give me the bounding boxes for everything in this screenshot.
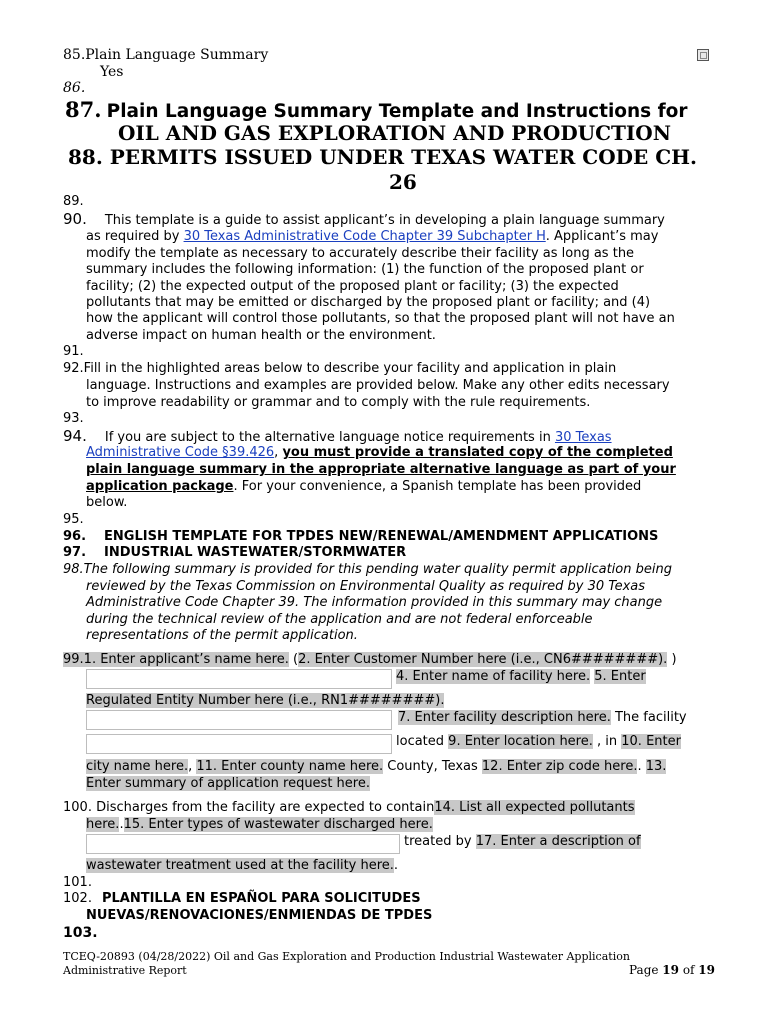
para-92-line-3: to improve readability or grammar and to comply with the rule requirements. <box>86 395 591 410</box>
para-94-line-1: 94. If you are subject to the alternative language notice requirements in 30 Texas <box>63 427 612 445</box>
title-line-87: 87. Plain Language Summary Template and Instructions for <box>65 97 688 122</box>
title-26: 26 <box>389 170 417 194</box>
para-100-line-1: 100. Discharges from the facility are expected to contain14. List all expected pollutants <box>63 800 635 815</box>
facility-description-placeholder[interactable]: 7. Enter facility description here. <box>398 710 611 725</box>
footer-report-name: Administrative Report <box>63 964 187 977</box>
para-100-line-2: here..15. Enter types of wastewater discharged here. <box>86 817 433 832</box>
para-99-line-4: 7. Enter facility description here. The facility <box>398 710 687 725</box>
treatment-placeholder-a[interactable]: 17. Enter a description of <box>475 834 641 849</box>
para-90-line-7: how the applicant will control those pollutants, so that the proposed plant will not have an <box>86 311 675 326</box>
zip-code-placeholder[interactable]: 12. Enter zip code here. <box>481 759 638 774</box>
heading-spanish-template-2: NUEVAS/RENOVACIONES/ENMIENDAS DE TPDES <box>86 908 433 923</box>
para-90-line-5: facility; (2) the expected output of the proposed plant or facility; (3) the expected <box>86 279 619 294</box>
para-98-line-3: Administrative Code Chapter 39. The information provided in this summary may change <box>86 595 663 610</box>
para-92-line-2: language. Instructions and examples are provided below. Make any other edits necessary <box>86 378 670 393</box>
title-oil-gas: OIL AND GAS EXPLORATION AND PRODUCTION <box>118 121 671 145</box>
para-99-line-3 <box>86 693 444 710</box>
footer-form-id: TCEQ-20893 (04/28/2022) Oil and Gas Exploration and Production Industrial Wastewater Application <box>63 950 630 963</box>
form-field-2[interactable] <box>86 710 392 730</box>
city-placeholder-a[interactable]: 10. Enter <box>621 734 681 749</box>
heading-spanish-template-1: 102. PLANTILLA EN ESPAÑOL PARA SOLICITUDES <box>63 891 421 906</box>
application-summary-placeholder-b[interactable]: Enter summary of application request here. <box>86 776 370 791</box>
application-summary-placeholder-a[interactable]: 13. <box>645 759 667 774</box>
pollutants-placeholder-b[interactable]: here. <box>86 817 120 832</box>
para-99-line-6: city name here., 11. Enter county name here. County, Texas 12. Enter zip code here.. 13. <box>86 759 667 774</box>
para-99-line-1: 99.1. Enter applicant’s name here. (2. Enter Customer Number here (i.e., CN6########). ) <box>63 652 677 667</box>
line-91: 91. <box>63 344 84 359</box>
yes-checkbox[interactable] <box>697 49 709 61</box>
line-93: 93. <box>63 411 84 426</box>
footer-page-number: Page 19 of 19 <box>629 963 715 977</box>
para-99-line-5: located 9. Enter location here. , in 10. Enter <box>396 734 681 749</box>
para-100-line-4: wastewater treatment used at the facility here.. <box>86 858 399 873</box>
form-field-3[interactable] <box>86 734 392 754</box>
wastewater-types-placeholder[interactable]: 15. Enter types of wastewater discharged here. <box>123 817 433 832</box>
para-94-line-4: application package. For your convenience, a Spanish template has been provided <box>86 479 642 494</box>
regulated-entity-placeholder-b[interactable]: Regulated Entity Number here (i.e., RN1########). <box>86 693 445 708</box>
line-101: 101. <box>63 875 92 890</box>
para-94-line-3: plain language summary in the appropriate alternative language as part of your <box>86 462 676 477</box>
form-field-4[interactable] <box>86 834 400 854</box>
tac-chapter-39-link[interactable]: 30 Texas Administrative Code Chapter 39 Subchapter H <box>183 229 546 244</box>
county-placeholder[interactable]: 11. Enter county name here. <box>196 759 384 774</box>
location-placeholder[interactable]: 9. Enter location here. <box>448 734 593 749</box>
para-90-line-4: summary includes the following information: (1) the function of the proposed plant or <box>86 262 644 277</box>
para-90-line-8: adverse impact on human health or the environment. <box>86 328 436 343</box>
yes-label: Yes <box>100 64 124 80</box>
line-89: 89. <box>63 194 84 209</box>
tac-39-426-link-b[interactable]: Administrative Code §39.426 <box>86 445 275 460</box>
city-placeholder-b[interactable]: city name here. <box>86 759 189 774</box>
para-98-line-1: 98.The following summary is provided for this pending water quality permit application being <box>63 562 672 577</box>
regulated-entity-placeholder-a[interactable]: 5. Enter <box>594 669 646 684</box>
form-field-1[interactable] <box>86 669 392 689</box>
para-90-line-1: 90. This template is a guide to assist applicant’s in developing a plain language summary <box>63 210 665 228</box>
para-94-line-5: below. <box>86 495 128 510</box>
para-98-line-4: during the technical review of the application and are not federal enforceable <box>86 612 593 627</box>
para-98-line-5: representations of the permit application. <box>86 628 358 643</box>
para-90-line-2: as required by 30 Texas Administrative Code Chapter 39 Subchapter H. Applicant’s may <box>86 229 659 244</box>
para-98-line-2: reviewed by the Texas Commission on Environmental Quality as required by 30 Texas <box>86 579 646 594</box>
para-100-line-3: treated by 17. Enter a description of <box>404 834 641 849</box>
para-94-line-2: Administrative Code §39.426, you must provide a translated copy of the completed <box>86 445 673 460</box>
heading-industrial-wastewater: 97. INDUSTRIAL WASTEWATER/STORMWATER <box>63 545 407 560</box>
line-103: 103. <box>63 925 98 941</box>
pollutants-placeholder-a[interactable]: 14. List all expected pollutants <box>434 800 635 815</box>
para-99-line-7 <box>86 776 370 793</box>
title-line-88: 88. PERMITS ISSUED UNDER TEXAS WATER CODE CH. <box>68 145 697 169</box>
treatment-placeholder-b[interactable]: wastewater treatment used at the facility here. <box>86 858 394 873</box>
para-90-line-3: modify the template as necessary to accurately describe their facility as long as the <box>86 246 635 261</box>
customer-number-placeholder[interactable]: 2. Enter Customer Number here (i.e., CN6########). <box>298 652 668 667</box>
line-85: 85.Plain Language Summary <box>63 47 269 63</box>
tac-39-426-link-a[interactable]: 30 Texas <box>554 430 612 445</box>
heading-english-template: 96. ENGLISH TEMPLATE FOR TPDES NEW/RENEWAL/AMENDMENT APPLICATIONS <box>63 529 659 544</box>
line-86: 86. <box>63 80 86 96</box>
applicant-name-placeholder[interactable]: 99.1. Enter applicant’s name here. <box>63 652 289 667</box>
para-99-line-2 <box>396 669 646 686</box>
para-92-line-1: 92.Fill in the highlighted areas below to describe your facility and application in plain <box>63 361 617 376</box>
facility-name-placeholder[interactable]: 4. Enter name of facility here. <box>396 669 591 684</box>
line-95: 95. <box>63 512 84 527</box>
para-90-line-6: pollutants that may be emitted or discharged by the proposed plant or facility; and (4) <box>86 295 651 310</box>
